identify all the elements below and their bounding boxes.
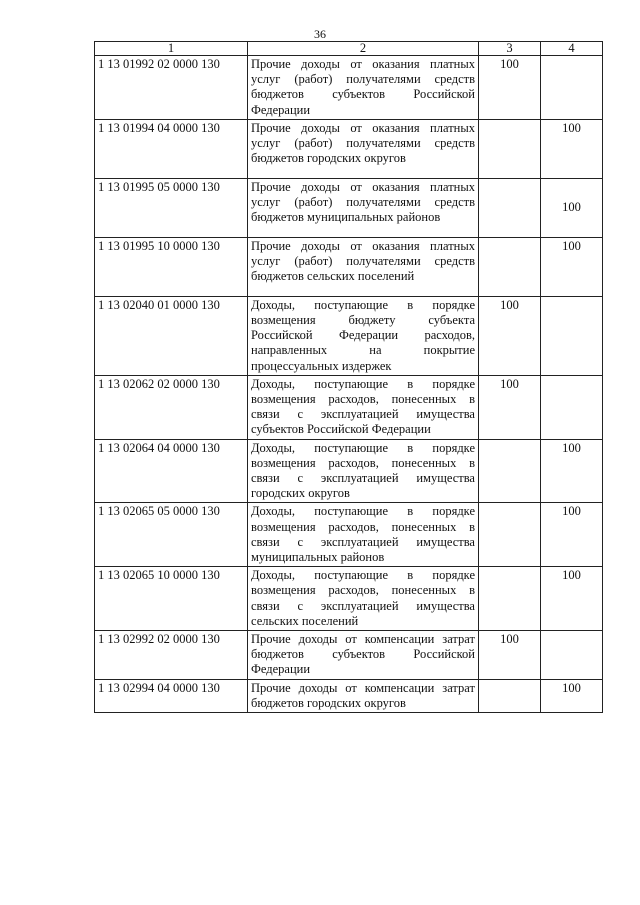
description-cell: Доходы, поступающие в порядке возмещения расходов, понесенных в связи с эксплуатацией имущества субъектов Российской Федерации: [248, 375, 479, 439]
column-4-value: [541, 631, 603, 680]
column-3-value: [479, 679, 541, 712]
column-3-value: 100: [479, 631, 541, 680]
budget-code-cell: 1 13 02065 10 0000 130: [95, 567, 248, 631]
budget-code-cell: 1 13 02064 04 0000 130: [95, 439, 248, 503]
column-header-2: 2: [248, 42, 479, 56]
description-cell: Прочие доходы от оказания платных услуг (работ) получателями средств бюджетов субъектов Российской Федерации: [248, 56, 479, 120]
column-4-value: 100: [541, 439, 603, 503]
table-header-row: [95, 42, 603, 56]
table-row: [95, 56, 603, 120]
budget-code-cell: 1 13 01992 02 0000 130: [95, 56, 248, 120]
description-cell: Прочие доходы от оказания платных услуг (работ) получателями средств бюджетов сельских поселений: [248, 237, 479, 296]
column-3-value: [479, 503, 541, 567]
table-row: [95, 439, 603, 503]
description-cell: Прочие доходы от компенсации затрат бюджетов субъектов Российской Федерации: [248, 631, 479, 680]
table-row: [95, 178, 603, 237]
budget-code-cell: 1 13 02992 02 0000 130: [95, 631, 248, 680]
table-row: [95, 375, 603, 439]
budget-code-cell: 1 13 02040 01 0000 130: [95, 296, 248, 375]
description-cell: Доходы, поступающие в порядке возмещения расходов, понесенных в связи с эксплуатацией имущества муниципальных районов: [248, 503, 479, 567]
column-header-4: 4: [541, 42, 603, 56]
column-3-value: [479, 439, 541, 503]
budget-code-cell: 1 13 01994 04 0000 130: [95, 119, 248, 178]
description-cell: Доходы, поступающие в порядке возмещения расходов, понесенных в связи с эксплуатацией имущества городских округов: [248, 439, 479, 503]
column-4-value: [541, 375, 603, 439]
column-4-value: 100: [541, 237, 603, 296]
budget-code-cell: 1 13 01995 10 0000 130: [95, 237, 248, 296]
column-4-value: 100: [541, 119, 603, 178]
column-3-value: [479, 119, 541, 178]
column-header-1: 1: [95, 42, 248, 56]
column-3-value: 100: [479, 296, 541, 375]
column-3-value: [479, 178, 541, 237]
column-header-3: 3: [479, 42, 541, 56]
column-4-value: [541, 296, 603, 375]
column-4-value: 100: [541, 567, 603, 631]
table-row: [95, 631, 603, 680]
column-3-value: 100: [479, 56, 541, 120]
description-cell: Прочие доходы от оказания платных услуг (работ) получателями средств бюджетов муниципальных районов: [248, 178, 479, 237]
column-3-value: 100: [479, 375, 541, 439]
column-4-value: [541, 56, 603, 120]
column-4-value: 100: [541, 178, 603, 237]
table-row: [95, 119, 603, 178]
budget-code-cell: 1 13 01995 05 0000 130: [95, 178, 248, 237]
revenue-codes-table: [94, 41, 603, 713]
table-row: [95, 567, 603, 631]
table-row: [95, 296, 603, 375]
column-4-value: 100: [541, 503, 603, 567]
description-cell: Прочие доходы от оказания платных услуг (работ) получателями средств бюджетов городских округов: [248, 119, 479, 178]
budget-code-cell: 1 13 02994 04 0000 130: [95, 679, 248, 712]
column-3-value: [479, 567, 541, 631]
column-4-value: 100: [541, 679, 603, 712]
description-cell: Доходы, поступающие в порядке возмещения расходов, понесенных в связи с эксплуатацией имущества сельских поселений: [248, 567, 479, 631]
table-row: [95, 503, 603, 567]
description-cell: Прочие доходы от компенсации затрат бюджетов городских округов: [248, 679, 479, 712]
description-cell: Доходы, поступающие в порядке возмещения бюджету субъекта Российской Федерации расходов, направленных на покрытие процессуальных издержек: [248, 296, 479, 375]
budget-code-cell: 1 13 02062 02 0000 130: [95, 375, 248, 439]
table-row: [95, 679, 603, 712]
table-row: [95, 237, 603, 296]
column-3-value: [479, 237, 541, 296]
page-number: 36: [314, 27, 326, 41]
budget-code-cell: 1 13 02065 05 0000 130: [95, 503, 248, 567]
